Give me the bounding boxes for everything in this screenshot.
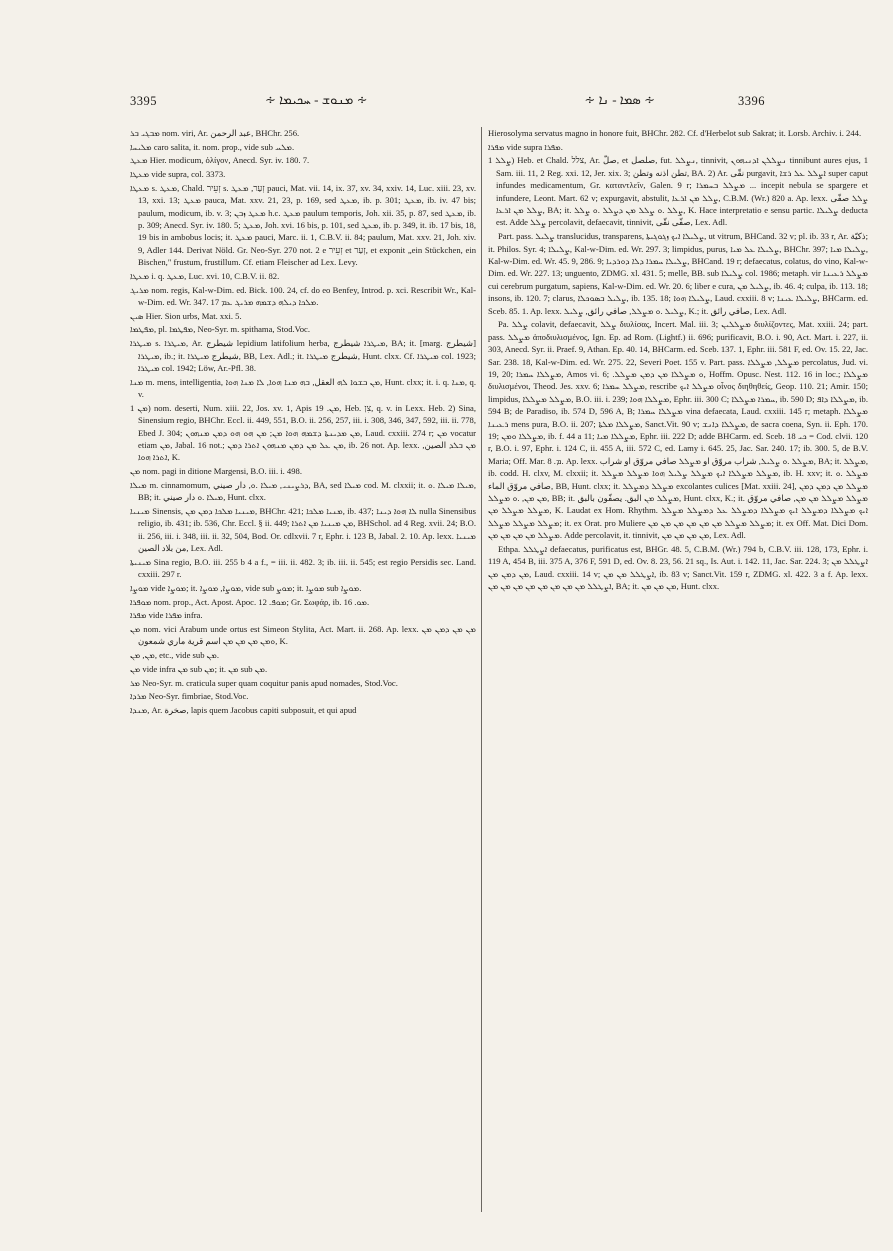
entry: ܡܥܛܐ s. ܡܥܛ, Chald. זְעֵיר s. זְעַר, ܡܥܛ pauci, Mat. vii. 14, ix. 37, xv. 34, xxiv. 14, Luc. xiii. 23, xv. 13, xxi. 13; ܡܥܛ pauca, Mat. xxv. 21, 23, p. 169, sed ܡܥܛ, ib. p. 301; ܡܥܛ, ib. iv. 47 bis; paulum, modicum, ib. v. 3; ܡܥܛ ܙܒܢ h.c. ܡܥܛ paulum temporis, Joh. xii. 35, p. 87, sed ܡܥܛ, ib. p. 309; Anecd. Syr. iv. 180. 5; ܡܥܛ, Joh. xvi. 16 bis, p. 101, sed ܡܥܛ, ib. p. 349, it. ib. 17 bis, 18, 19 bis in ambobus locis; it. ܡܥܛ pauci, Marc. ii. 1, C.B.V. ii. 84; paulum, Mat. xxv. 21, Joh. xiv. 9, Adler 144. Derivat Nöld. Gr. Neo-Syr. 270 not. 2 e זְעֵיר et זְעַר, et exponit „ein Stückchen, ein Bischen," frustum, frustillum. Cf. etiam Fleischer ad Lex. Levy.	[130, 182, 477, 268]
entry: ܣܝܢ Hier. Sion urbs, Mat. xxi. 5.	[130, 310, 242, 321]
entry: Ethpa. ܐܨܛܠܠ defaecatus, purificatus est, BHGr. 48. 5, C.B.M. (Wr.) 794 b, C.B.V. iii. 128, 173, Ephr. i. 119 A, 454 B, iii. 375 A, 376 F, 591 D, ed. Ov. 8. 23, 56. 21 sq., Is. Aut. i. 142. 11, Jac. Sar. 224. 3; ܐܨܛܠܠ ܡܢ ܡܢ ܕܡܢ ܡܢ, Laud. cxxiii. 14 v; ܐܨܛܠܠ ܡܢ ܡܢ, ib. 83 v; Sanct.Vit. 159 r, ZDMG. xl. 422. 3 a f. Ap. lexx. ܐܨܛܠܠ ܡܢ ܡܢ ܡܢ ܡܢ ܡܢ ܡܢ ܡܢ ܡܢ, BA; it. ܡܢ ܡܢ ܡܢ, Hunt. clxx.	[488, 543, 868, 592]
entry: ܡܥܛܐ i. q. ܡܥܛ, Luc. xvi. 10, C.B.V. ii. 82.	[130, 270, 280, 281]
running-head-left: ∻ ܡܢܘܫ - ܚܟܝܡܐ ∻	[265, 92, 368, 107]
entry: ܡܝܢܝܐ Sinensis, ܡܝܢܝܐ ܡܠܟܐ ܕܡܢ ܡܢ, BHChr. 421; ܡܢܝܐ ܡܠܟܐ, ib. 437; ܠܐ ܗܘܐ ܕܝܢܐ nulla Sinensibus religio, ib. 431; ib. 536, Chr. Eccl. § ii. 449; ܡܢ ܡܝܢܝܐ ܡܢ ܐܬܪܐ, BHSchol. ad 4 Reg. xvii. 24; B.O. ii. 256, iii. i. 348, iii. ii. 32, 504, Bod. Or. cdlxvii. 7 r, Ephr. i. 123 B, Jabal. 2. 10. Ap. lexx. ܡܝܢܝܐ من بلاد الصين, Lex. Adl.	[130, 505, 477, 554]
entry: ܡܢ vide infra ܡܢ sub ܡܢ; it. ܡܢ sub ܡܢ.	[130, 663, 268, 674]
entry: ܡܪܝܓ nom. regis, Kal-w-Dim. ed. Bick. 100. 24, cf. do eo Benfey, Introd. p. xci. Rescribit Wr., Kal-w-Dim. ed. Wr. 347. 17 ܡܠܟܐ ܕܝܠܗ ܕܫܡܗ ܡܪܝܓ ܥܡ.	[130, 284, 476, 308]
entry: ܡܝܢܝܬܐ Sina regio, B.O. iii. 255 b 4 a f., = iii. ii. 482. 3; ib. iii. ii. 545; est regio Persidis sec. Land. cxxiii. 297 r.	[130, 556, 476, 580]
entry: ܡܝܠܐ m. cinnamomum, ܕܪܨܝܢܝ, ܡܝܠܐ .ܘ, دار صيني, BA, sed ܡܝܠܐ cod. M. clxxii; it. ܡܝܠܐ ܡܝܠܐ .ܘ, BB; it. ܡܝܠܐ .ܘ دار صيني, Hunt. clxx.	[130, 479, 477, 503]
entry: ܡܦܛܡܐ, pl. ܡܦܛܡܐ, Neo-Syr. m. spithama, Stod.Voc.	[130, 324, 310, 335]
entry: Pa. ܨܠܠ colavit, defaecavit, ܨܠܠ διυλίσας, Incert. Mal. iii. 3; ܡܨܠܠܝܢ διυλίζοντες, Mat. xxiii. 24; part. pass. ܡܨܠܠ ἀποδιυλισμένος, Ign. Ep. ad Rom. (Lightf.) ii. 696; purificavit, B.O. i. 90, Act. Mart. i. 227, ii. 303, Anecd. Syr. ii. Praef. 9, Athan. Ep. 40. 14, BHCarm. ed. Sceb. 137. 1, Ephr. iii. 581 F, ed. Ov. 15. 22, Jac. Sar. 238. 18, Kal-w-Dim. ed. Wr. 275. 22, Severi Poet. 155 v. Part. pass. ܡܨܠܠ, ܡܨܠܠܐ percolatus, Jud. vi. 19, 20; ܡܨܠܠܐ ܚܡܪܐ, Amos vi. 6; .ܘ ܡܨܠܠܐ ܡܢ ܕܡܢ ܡܨܠܠ, Hoffm. Opusc. Nest. 112. 16 in loc.; ܡܨܠܠܐ διυλισμένοι, Theod. Jes. xxv. 6; ܡܨܠܠ ܚܡܪܐ, rescribe ܡܨܠܠ ܐܝܟ οἶνος διηθηθείς, Geop. 110. 21; Amir. 150; limpidus, ܡܨܠܠ ܡܨܠܠܐ, B.O. iii. i. 239; ܡܨܠܠܐ ܗܘܐ, Ephr. iii. 300 C; ܚܡܪܐ ܡܨܠܠܐ, ib. 590 D; ܡܨܠܠܐ ܕܐܦ, ib. 594 B; de Paradiso, ib. 574 D, 596 A, B; ܡܨܠܠܐ ܚܡܪܐ vina defaecata, Laud. cxxiii. 145 r; metaph. ܡܨܠܠܐ ܪܥܝܢܐ mens pura, B.O. ii. 207; ܡܨܠܠܐ ܡܠܬܐ, Sanct.Vit. 90 v; ܡܨܠܠܐ ܕܐܢܫ, de sacra coena, Syn. ii. Eph. 170. 19; ܡܨܠܠܐ ܘܡܢ, ib. f. 44 a 11; ܡܨܠܠܐ ܡܝܐ, Ephr. iii. 222 D; adde BHCarm. ed. Sceb. ܟܝ 18 = Cod. clvii. 120 r, B.O. i. 97, Ephr. i. 124 C, ii. 455 A, iii. 572 C, ed. Lamy i. 645. 25, Jac. Sar. 240. 17; ib. 300. 5, de B.V. Maria; Off. Mar. ܡ. 8. Ap. lexx. ܡܨܠܠ .ܘ ܨܠܝܠ, شراب مروّق او ܡܨܠܠ صافي مروّق او شراب, BA; it. ܡܨܠܠ, ib. codd. H. clxv, M. clxxii; it. ܡܨܠܠ ܡܨܠܠܐ ܐܝܟ ܡܨܠܠ ܨܠܝܠ ܗܘܐ ܡܨܠܠ ܡܨܠܠ, ib. H. xxv; it. ܡܨܠܠ .ܘ صافي مروّق الماء, BB, Hunt. clxx; it. ܡܨܠܠ ܕܡܨܠܠ excolantes culices [Mat. xxiii. 24], ܡܨܠܠ ܡܢ ܕܡܢ ܕܡܢ ܡܢ ܡܢ, .ܘ ܡܨܠܠ, BB; it. ܡܨܠܠ ܡܢ البق. يصفّون بالبق, Hunt. clxx, K.; it. ܡܨܠܠ ܡܨܠܠ ܡܢ ܡܢ, صافي مروّق ܡܨܠܠ ܡܨܠܠ ܡܢ, K. Laudat ex Hom. Rhythm. ܐܝܟ ܡܨܠܠܐ ܕܡܨܠܠ ܐܝܟ ܡܨܠܠܐ ܕܡܨܠܠ ܥܠ ܕܡܨܠܠ ܡܨܠܠ ܡܨܠܠ ܡܨܠܠ ܡܨܠܠ; it. ex Orat. pro Muliere ܡܨܠܠ ܡܨܠܠ ܡܢ ܡܢ ܡܢ ܡܢ ܡܢ ܡܢ; it. ex Off. Mat. Dici Dom. ܡܨܠܠ ܡܢ ܡܢ ܡܢ ܡܢ. Adde percolavit, it. tinnivit, ܡܢ ܡܢ ܡܢ ܡܢ, Lex. Adl.	[488, 319, 869, 541]
page-header	[130, 92, 765, 116]
entry: ܡܢ nom. pagi in ditione Margensi, B.O. iii. i. 498.	[130, 466, 302, 477]
entry: ܡܢ, ܡܢ, etc., vide sub ܡܢ.	[130, 650, 220, 661]
entry: ܡܥܛ Hier. modicum, ὀλίγον, Anecd. Syr. iv. 180. 7.	[130, 155, 310, 166]
entry: ܡܦܪܐ vide ܡܦܪܐ infra.	[130, 610, 203, 621]
entry: ܡܢ 1) nom. deserti, Num. xiii. 22, Jos. xv. 1, Apis ܡܢ. 19, Heb. צִן, q. v. in Lexx. Heb. 2) Sina, Sinensium regio, BHChr. Eccl. ii. 449, 551, B.O. ii. 256, 257, iii. i. 308, 346, 347, 592, iii. ii. 778, Ebed J. 304; ܡܢ ܡܕܝܢܬܐ ܕܫܡܗ ܗܘܐ ܡܢ; ܡܢ ܗܘ ܗܘ ܕܡܢ ܡܢܗܘܢ, Laud. cxxiii. 274 r; ܡܢ vocatur etiam ܡܢ, Jabal. 16 not.; ܡܢ ܥܠ ܡܢ ܕܡܢ ܡܢܗܘܢ ܐܬܪܐ ܕܡܢ, ib. 26 not. Ap. lexx. ܡܢ ܒܠܕ الصين, ܐܬܪܐ ܗܘܐ, K.	[130, 402, 477, 463]
entry: ܡܢܕܐ, Ar. صخرة, lapis quem Jacobus capiti subposuit, et qui apud	[130, 705, 357, 715]
entry: Part. pass. ܨܠܝܠ translucidus, transparens, ܨܠܝܠܐ ܐܝܟ ܙܓܘܓܝܬܐ, ut vitrum, BHCand. 32 v; pl. ib. 33 r, Ar. ذكيّة; it. Philos. Syr. 4; ܨܠܝܠܐ, Kal-w-Dim. ed. Wr. 297. 3; limpidus, purus, ܨܠܝܠܐ ܥܠ ܡܝܐ, BHChr. 397; ܨܠܝܠܐ ܡܝܐ, Kal-w-Dim. ed. Wr. 45. 9, 286. 9; ܨܠܝܠܐ ܚܡܪܐ ܕܠܐ ܕܘܪܕܝܐ, BHCand. 19 r; defaecatus, colatus, do vino, Kal-w-Dim. ed. Wr. 227. 13; unguento, ZDMG. xl. 431. 5; melle, BB. sub ܨܠܝܠܐ col. 1986; metaph. vir ܡܨܠܠ ܪܥܝܢܐ cui cerebrum purgatum, sapiens, Kal-w-Dim. ed. Wr. 20. 6; liber e cura, ܨܠܝܠ ܡܢ, ib. 46. 4; culpa, ib. 113. 18; insons, ib. 120. 7; clarus, ܨܠܝܠ ܒܣܘܟܠܐ, ib. 135. 18; ܨܠܝܠܐ ܗܘܐ, Laud. cxxiii. 8 v; ܨܠܝܠܐ ܥܝܢܐ, BHCarm. ed. Sceb. 85. 1. Ap. lexx. ܨܠܝܠ .ܘ ܡܨܠܠ, صافي رائق, ܨܠܝܠ, K.; it. صافي رائق, Lex. Adl.	[488, 231, 869, 316]
entry: ܡܪ Neo-Syr. m. craticula super quam coquitur panis apud nomades, Stod.Voc.	[130, 677, 398, 688]
entry: Hierosolyma servatus magno in honore fuit, BHChr. 282. Cf. d'Herbelot sub Sakrat; it. Lorsb. Archiv. i. 244.	[488, 128, 862, 138]
entry: ܡܥܛܐ vide supra, col. 3373.	[130, 169, 226, 180]
page-number-left: 3395	[130, 94, 157, 108]
entry: ܡܢ nom. vici Arabum unde ortus est Simeon Stylita, Act. Mart. ii. 268. Ap. lexx. ܡܢ ܡܢ ܕܡܢ ܡܢ ܘܡܢ ܡܢ ܡܢ ܡܢ اسم قرية ماري شمعون, K.	[130, 624, 476, 647]
running-head-right: ∻ ܣܡܐ - ܢܐ ∻	[584, 92, 655, 107]
entry: ܡܒܓܝ ܒܪ nom. viri, Ar. عبد الرحمن, BHChr. 256.	[130, 128, 300, 138]
entry: ܡܪܕܐ Neo-Syr. fimbriae, Stod.Voc.	[130, 691, 249, 702]
entry: ܡܠܝܚܐ caro salita, it. nom. prop., vide sub ܡܠܚ.	[130, 141, 295, 152]
page-number-right: 3396	[738, 94, 765, 108]
entry: ܡܦܪܐ vide supra ܡܦܪܐ.	[488, 141, 563, 152]
right-column	[488, 127, 868, 594]
entry: ܡܘܦܪܐ nom. prop., Act. Apost. Apoc. ܡܘܦ. 12; Gr. Σωφάρ, ib. ܡܘ. 16.	[130, 596, 370, 607]
column-divider	[481, 127, 482, 1212]
left-column	[130, 127, 476, 718]
entry: ܡܝܛܪܐ s. ܡܝܛܪܐ, Ar. شيطرج lepidium latifolium herba, ܡܝܛܪܐ شيطرج, BA; it. [marg. شيطرج] ܡܝܛܪܐ, ib.; it. شيطرج ܡܝܛܪܐ, BB, Lex. Adl.; it. شيطرج ܡܝܛܪܐ, Hunt. clxx. Cf. ܡܝܛܪܐ col. 1923; ܡܝܛܪܐ col. 1942; Löw, Ar.-Pfl. 38.	[130, 338, 476, 373]
entry: ܨܠܠ 1) Heb. et Chald. צלל, Ar. صلّ, et صلصل, fut. ܢܨܠܠ, tinnivit, ܢܨܠܠܢ ܐܕܢܝܗܘܢ tinnibunt aures ejus, 1 Sam. iii. 11, 2 Reg. xxi. 12, Jer. xix. 3; تطن اذنه وتطن, BA. 2) Ar. نقّى purgavit, ܐܨܠܠ ܥܠ ܪܫܐ super caput infundes medicamentum, Gr. καταντλεῖν, Galen. 9 r; ܡܨܠܠ ܒܚܡܪܐ ... incepit nebula se spargere et infundere, Leont. Mart. 62 v; expurgavit, abstulit, ܨܠܠ ܡܢ ܐܪܥܐ, C.B.M. (Wr.) 820 a. Ap. lexx. ܨܠܠ صفّى ܨܠܠ ܡܢ ܐܪܥܐ, BA; it. ܨܠܠ .ܘ ܨܠܠ ܡܢ ܕܨܠܠ .ܘ ܨܠܠ, K. Hace interpretatio e sensu partic. ܨܠܝܠܐ deducta est. Adde ܨܠܠ percolavit, defaecavit, tinnivit, صفّى نقّى, Lex. Adl.	[488, 155, 868, 228]
entry: ܡܢܐ m. mens, intelligentia, ܡܢ ܒܫܘܐ ܠܗ العقل, ܒܗ ܡܢܐ ܗܘܐ, ܠܐ ܡܢܐ ܗܘܐ, Hunt. clxx; it. i. q. ܡܢܐ, q. v.	[130, 376, 476, 400]
entry: ܡܘܨܐ vide ܡܘܨܐ; it. ܡܘܨܐ, ܡܘܨܐ, vide sub ܡܘܨ; it. ܡܘܨܐ sub ܡܘܨܐ.	[130, 582, 362, 593]
